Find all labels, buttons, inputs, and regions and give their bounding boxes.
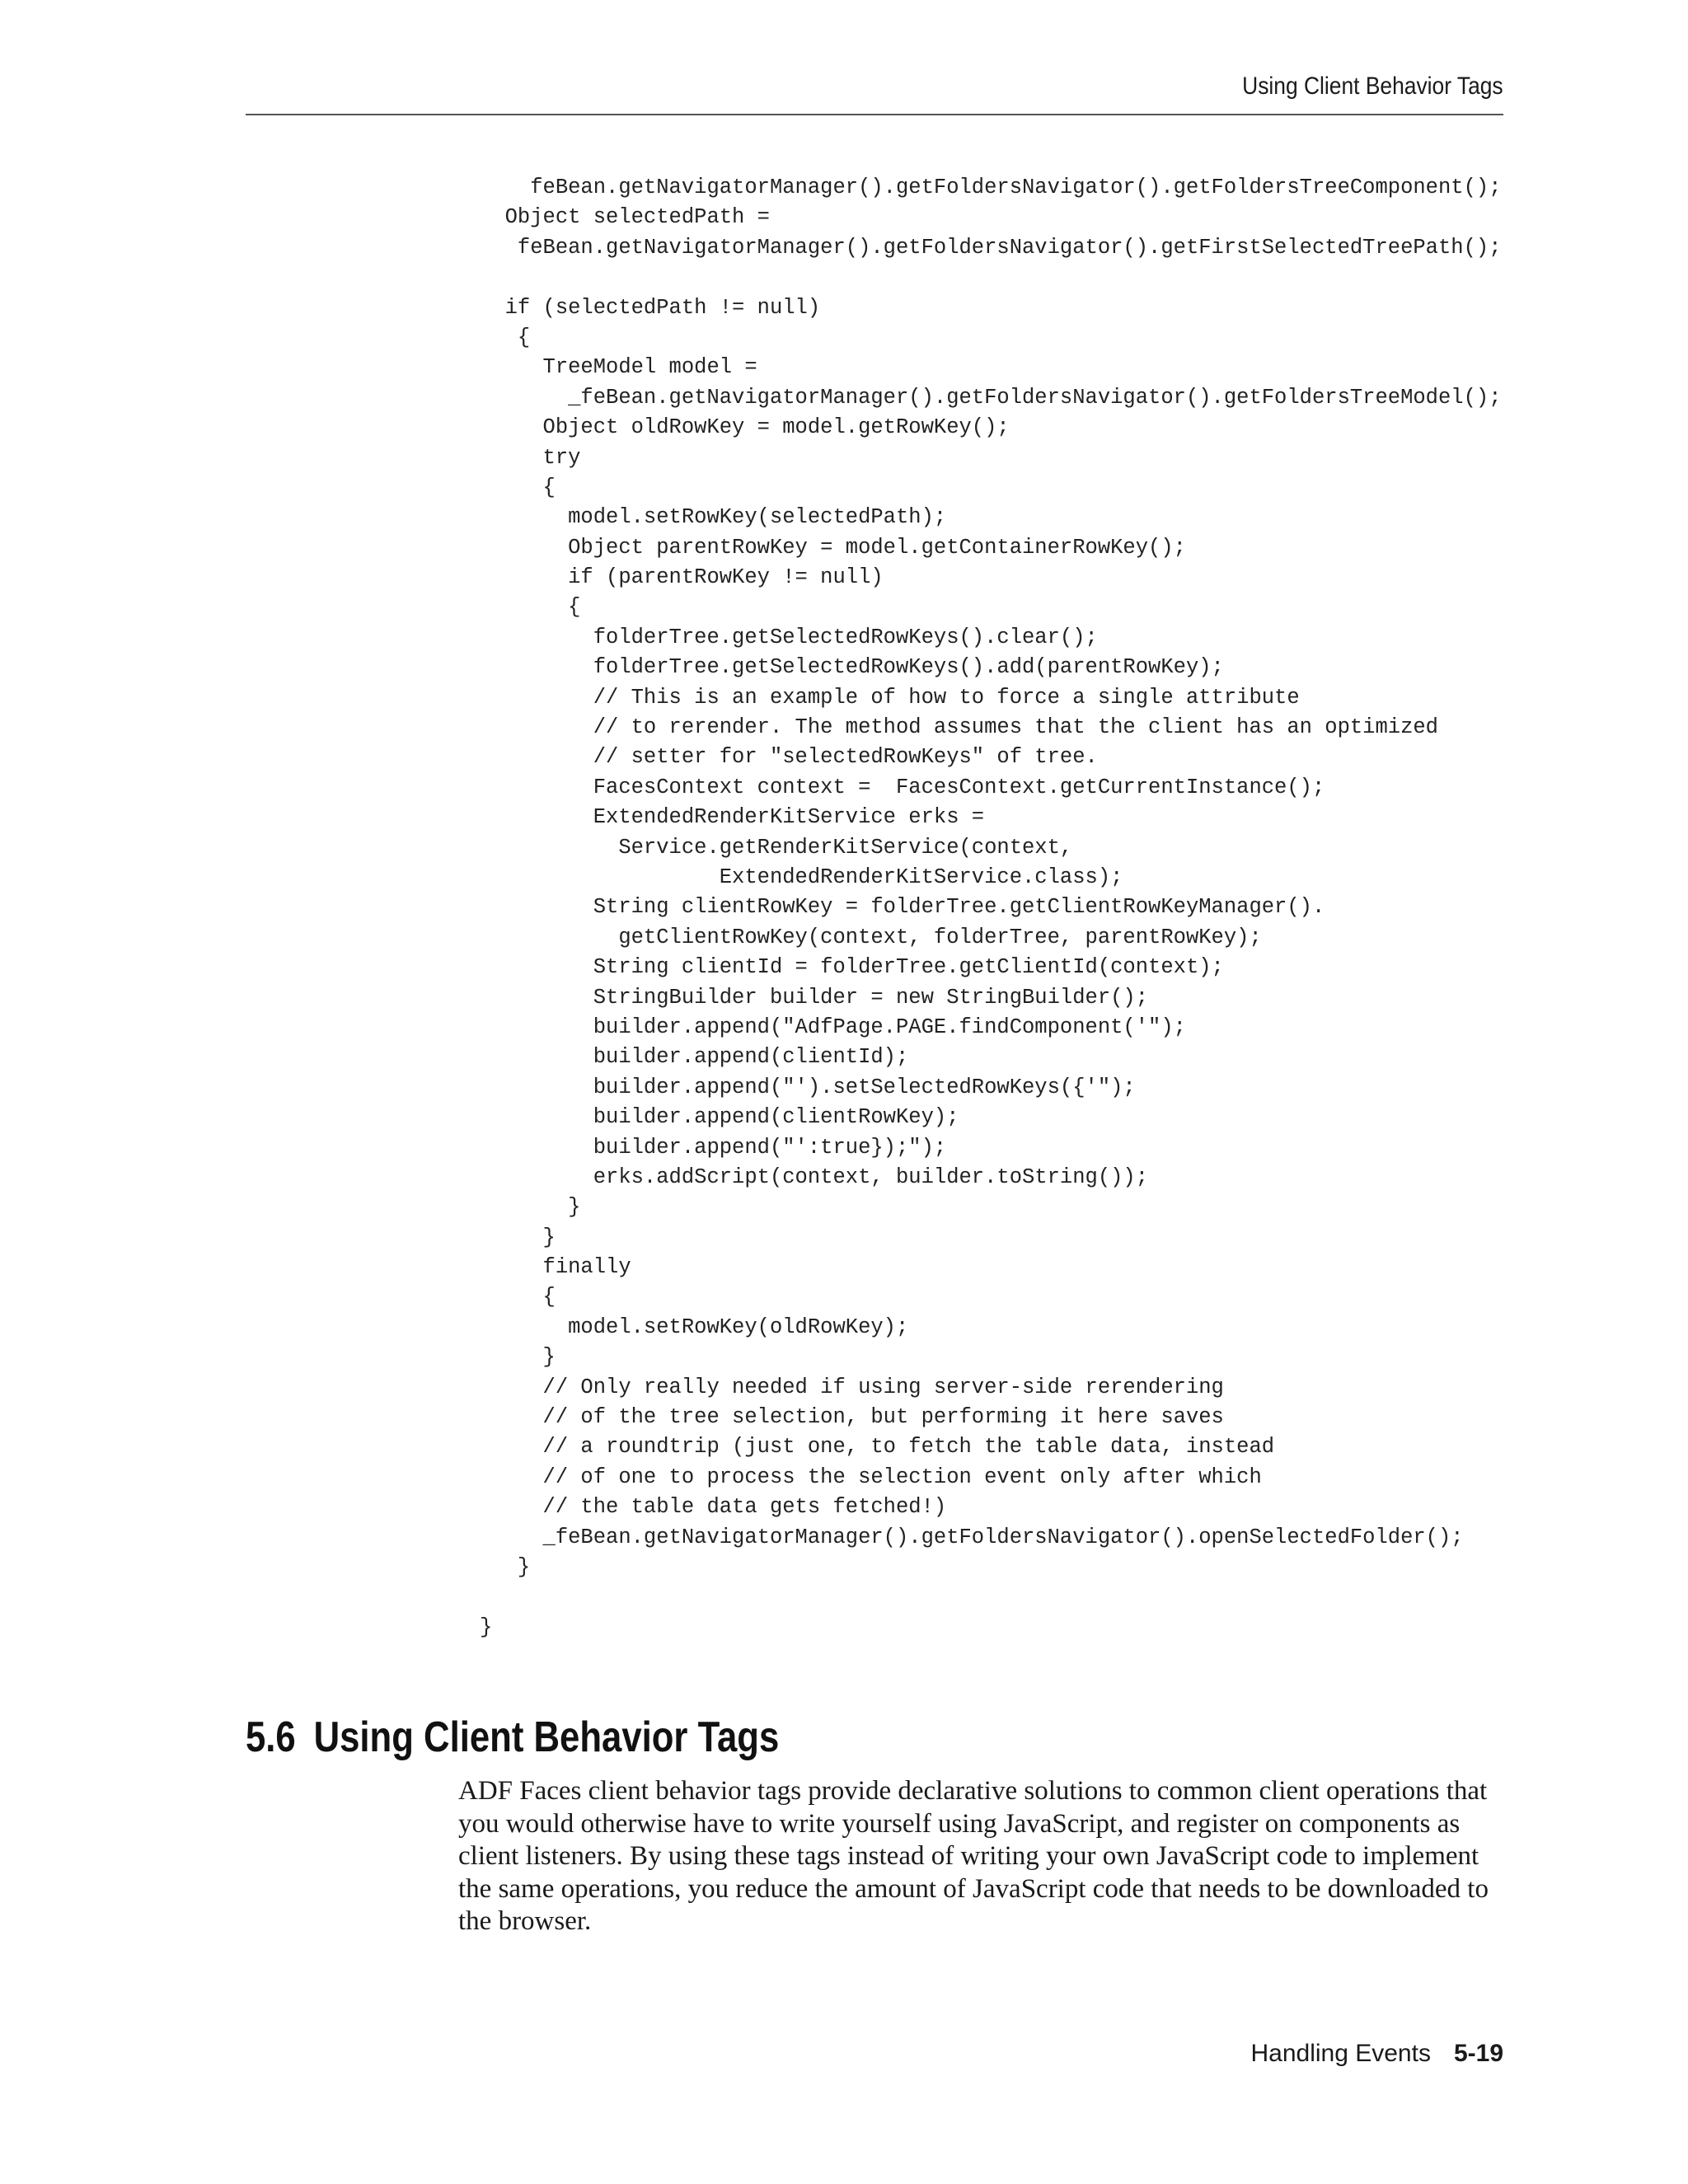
- code-line: builder.append("AdfPage.PAGE.findComponent('");: [480, 1015, 1186, 1039]
- code-line: // This is an example of how to force a single attribute: [480, 685, 1300, 710]
- code-line: }: [480, 1195, 581, 1220]
- code-line: ExtendedRenderKitService.class);: [480, 865, 1123, 889]
- code-listing: [480, 173, 1502, 1643]
- code-line: Object selectedPath =: [480, 205, 770, 230]
- code-line: {: [480, 1285, 556, 1310]
- section-body-paragraph: ADF Faces client behavior tags provide declarative solutions to common client operations that you would otherwise have to write yourself using JavaScript, and register on components as client listeners. By using these tags instead of writing your own JavaScript code to implement the same operations, you reduce the amount of JavaScript code that needs to be downloaded to the browser.: [458, 1776, 1489, 1936]
- code-line: FacesContext context = FacesContext.getCurrentInstance();: [480, 775, 1325, 799]
- code-line: feBean.getNavigatorManager().getFoldersNavigator().getFoldersTreeComponent();: [480, 176, 1502, 199]
- section-number: 5.6: [246, 1713, 296, 1761]
- code-line: folderTree.getSelectedRowKeys().clear();: [480, 625, 1098, 649]
- code-line: // of the tree selection, but performing it here saves: [480, 1405, 1224, 1430]
- code-line: TreeModel model =: [480, 355, 757, 380]
- code-line: {: [480, 325, 531, 349]
- code-line: ExtendedRenderKitService erks =: [480, 805, 985, 830]
- section-heading: [246, 1713, 779, 1762]
- code-line: [480, 1582, 1502, 1612]
- code-line: builder.append(clientId);: [480, 1045, 909, 1070]
- code-line: {: [480, 475, 556, 499]
- code-line: Object parentRowKey = model.getContainerRowKey();: [480, 535, 1186, 560]
- code-line: builder.append(clientRowKey);: [480, 1105, 959, 1130]
- code-line: if (selectedPath != null): [480, 295, 821, 320]
- code-line: _feBean.getNavigatorManager().getFoldersNavigator().getFoldersTreeModel();: [480, 385, 1502, 410]
- code-line: }: [480, 1615, 493, 1639]
- code-line: builder.append("').setSelectedRowKeys({'");: [480, 1075, 1136, 1099]
- code-line: // setter for "selectedRowKeys" of tree.: [480, 745, 1098, 770]
- code-line: folderTree.getSelectedRowKeys().add(parentRowKey);: [480, 655, 1224, 680]
- code-line: getClientRowKey(context, folderTree, parentRowKey);: [480, 925, 1262, 949]
- footer-section-label: Handling Events: [1250, 2040, 1431, 2067]
- code-line: // of one to process the selection event only after which: [480, 1465, 1262, 1489]
- header-divider: [246, 114, 1503, 115]
- code-line: String clientId = folderTree.getClientId(context);: [480, 955, 1224, 980]
- code-line: StringBuilder builder = new StringBuilder();: [480, 985, 1149, 1010]
- code-line: finally: [480, 1255, 631, 1280]
- code-line: builder.append("':true});");: [480, 1135, 947, 1160]
- code-line: {: [480, 595, 581, 620]
- code-line: // to rerender. The method assumes that the client has an optimized: [480, 715, 1438, 740]
- code-line: _feBean.getNavigatorManager().getFoldersNavigator().openSelectedFolder();: [480, 1525, 1464, 1549]
- code-line: if (parentRowKey != null): [480, 565, 884, 590]
- code-line: model.setRowKey(selectedPath);: [480, 505, 947, 530]
- code-line: erks.addScript(context, builder.toString());: [480, 1165, 1149, 1189]
- code-line: model.setRowKey(oldRowKey);: [480, 1315, 909, 1339]
- code-line: Service.getRenderKitService(context,: [480, 835, 1073, 860]
- page-number: 5-19: [1453, 2040, 1503, 2067]
- code-line: feBean.getNavigatorManager().getFoldersNavigator().getFirstSelectedTreePath();: [480, 235, 1502, 260]
- code-line: String clientRowKey = folderTree.getClientRowKeyManager().: [480, 895, 1325, 920]
- code-line: // a roundtrip (just one, to fetch the table data, instead: [480, 1435, 1275, 1460]
- code-line: }: [480, 1554, 531, 1579]
- code-line: try: [480, 445, 581, 470]
- code-line: }: [480, 1225, 556, 1249]
- section-title: Using Client Behavior Tags: [313, 1713, 780, 1761]
- running-header: Using Client Behavior Tags: [1242, 73, 1503, 100]
- code-line: Object oldRowKey = model.getRowKey();: [480, 415, 1010, 440]
- code-line: }: [480, 1345, 556, 1370]
- page-footer: [1250, 2040, 1503, 2068]
- code-line: // the table data gets fetched!): [480, 1495, 947, 1520]
- code-line: [480, 263, 1502, 293]
- code-line: // Only really needed if using server-side rerendering: [480, 1375, 1224, 1399]
